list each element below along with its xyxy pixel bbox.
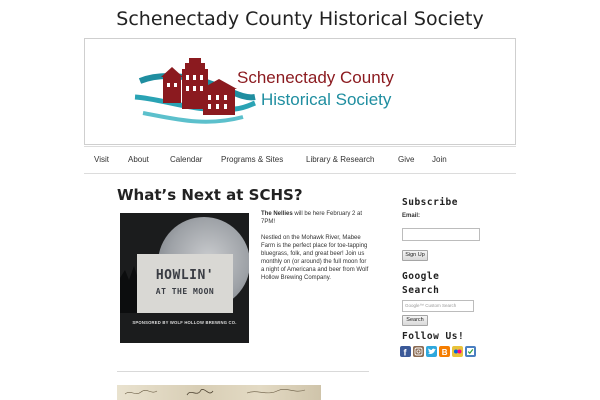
post-intro [261, 210, 371, 226]
twitter-icon[interactable] [426, 346, 437, 357]
logo-text-line2: Historical Society [261, 90, 392, 109]
event-poster-image[interactable] [120, 213, 249, 343]
nav-item-visit[interactable]: Visit [94, 155, 109, 164]
poster-sign [137, 254, 233, 313]
checklist-icon[interactable] [465, 346, 476, 357]
email-field[interactable] [402, 228, 480, 241]
email-label: Email: [402, 213, 421, 219]
main-nav [84, 146, 516, 174]
post-title[interactable]: What’s Next at SCHS? [117, 186, 303, 204]
poster-headline-2: AT THE MOON [155, 287, 215, 296]
search-input[interactable]: Google™ Custom Search [402, 300, 474, 312]
nav-item-programs[interactable]: Programs & Sites [221, 155, 284, 164]
blogger-icon[interactable] [439, 346, 450, 357]
flickr-icon[interactable] [452, 346, 463, 357]
site-title[interactable]: Schenectady County Historical Society [116, 8, 484, 30]
facebook-icon[interactable] [400, 346, 411, 357]
subscribe-heading: Subscribe [402, 197, 458, 208]
post-body [261, 210, 371, 290]
search-button[interactable]: Search [402, 315, 428, 326]
post-intro-rest: will be here February 2 at 7PM! [261, 211, 363, 225]
instagram-icon[interactable] [413, 346, 424, 357]
post-divider [117, 371, 369, 372]
poster-headline-1: HOWLIN' [155, 268, 215, 283]
next-post-image[interactable] [117, 385, 321, 400]
svg-text:f: f [403, 347, 407, 357]
handwriting-texture [117, 385, 321, 400]
sign-up-button[interactable]: Sign Up [402, 250, 428, 261]
post-intro-bold: The Nellies [261, 211, 293, 217]
poster-sponsor: SPONSORED BY WOLF HOLLOW BREWING CO. [132, 320, 237, 325]
nav-item-about[interactable]: About [128, 155, 149, 164]
svg-text:B: B [441, 348, 448, 357]
society-logo [85, 39, 517, 146]
post-body-text: Nestled on the Mohawk River, Mabee Farm is the perfect place for toe-tapping bluegrass, folk, and great beer! Join us monthly on (or around) the full moon for a night of Americana and beer from Wolf Hollow Brewing Company. [261, 235, 369, 281]
logo-text-line1: Schenectady County [237, 68, 394, 87]
google-search-heading-2: Search [402, 285, 440, 296]
nav-item-give[interactable]: Give [398, 155, 415, 164]
header-banner[interactable] [84, 38, 516, 145]
follow-heading: Follow Us! [402, 331, 465, 342]
nav-item-join[interactable]: Join [432, 155, 447, 164]
nav-item-library[interactable]: Library & Research [306, 155, 375, 164]
google-search-heading-1: Google [402, 271, 440, 282]
nav-item-calendar[interactable]: Calendar [170, 155, 203, 164]
